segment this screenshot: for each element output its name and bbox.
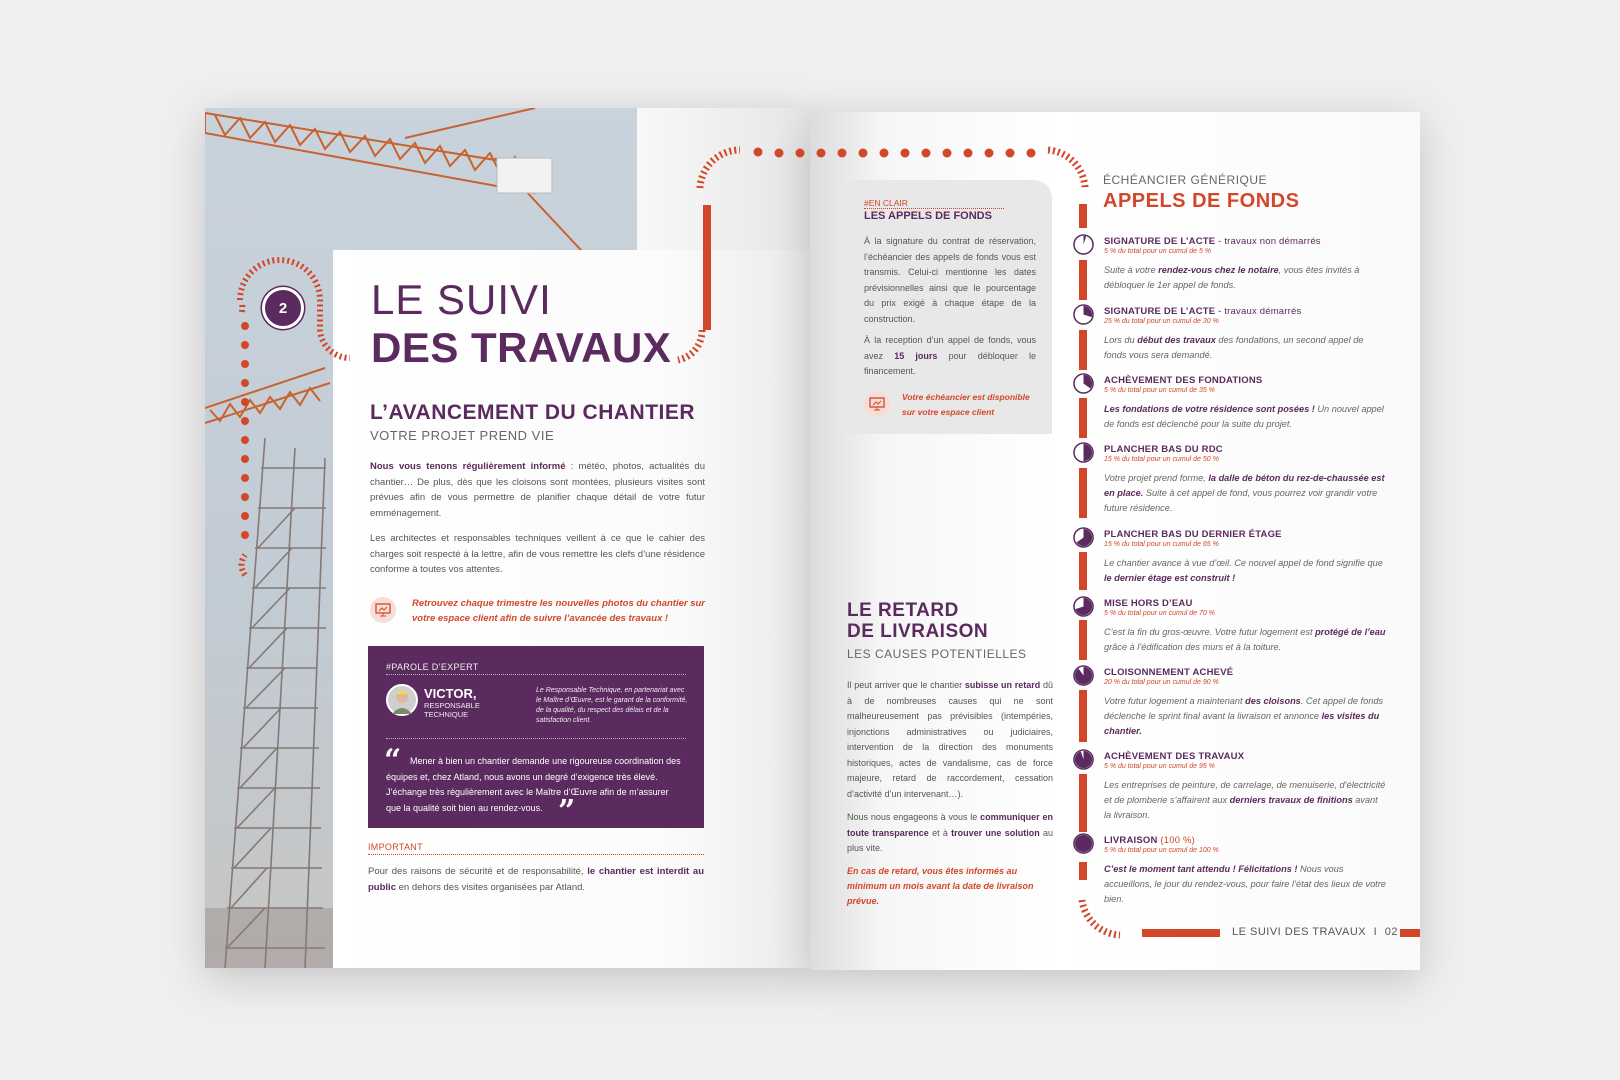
expert-quote: Mener à bien un chantier demande une rigoureuse coordination des équipes et, chez Atland, nous avons un degré d’exigence très élevé. J’échange très régulièrement avec le Maître d’Œuvre afin de m’assurer que la qualité soit bien au rendez-vous. [386, 756, 681, 813]
timeline-description: C’est la fin du gros-œuvre. Votre futur logement est protégé de l’eau grâce à l’édification des murs et à la toiture. [1104, 627, 1386, 652]
timeline-percent: 5 % du total pour un cumul de 5 % [1104, 248, 1212, 255]
timeline-label [1104, 306, 1386, 317]
timeline-description: Lors du début des travaux des fondations, un second appel de fonds vous sera demandé. [1104, 335, 1364, 360]
progress-pie-icon [1073, 665, 1094, 686]
timeline-label [1104, 236, 1386, 247]
clair-tag: #EN CLAIR [864, 198, 1004, 209]
footer-text: LE SUIVI DES TRAVAUX [1232, 926, 1367, 938]
retard-p2-bold2: trouver une solution [951, 827, 1040, 838]
photos-note: Retrouvez chaque trimestre les nouvelles photos du chantier sur votre espace client afin de suivre l’avancée des travaux ! [412, 598, 705, 624]
retard-p2-c: au plus vite. [847, 827, 1053, 853]
en-clair-box [847, 180, 1052, 434]
monitor-icon [864, 391, 890, 417]
page-number: 02 [1384, 926, 1399, 938]
timeline-description: Suite à votre rendez-vous chez le notaire, vous êtes invités à débloquer le 1er appel de fonds. [1104, 265, 1360, 290]
timeline-description: Le chantier avance à vue d’œil. Ce nouvel appel de fond signifie que le dernier étage est construit ! [1104, 558, 1383, 583]
timeline-description: Les entreprises de peinture, de carrelage, de menuiserie, d’électricité et de plomberie s’affairent aux derniers travaux de finitions avant la livraison. [1104, 780, 1386, 820]
progress-pie-icon [1073, 527, 1094, 548]
timeline-label [1104, 529, 1386, 540]
retard-p2 [847, 810, 1053, 857]
retard-p2-b: et à [928, 827, 952, 838]
timeline-label [1104, 667, 1386, 678]
expert-name: VICTOR, [424, 686, 477, 701]
retard-p2-a: Nous nous engageons à vous le [847, 812, 981, 822]
clair-p1: À la signature du contrat de réservation, l’échéancier des appels de fonds vous est transmis. Celui-ci mentionne les dates prévisionnelles ainsi que le pourcentage du prix exigé à chaque étape de la construction. [864, 236, 1036, 324]
open-quote-icon: “ [384, 743, 402, 778]
progress-pie-icon [1073, 442, 1094, 463]
timeline-percent: 15 % du total pour un cumul de 50 % [1104, 456, 1219, 463]
timeline-label-suffix: - travaux démarrés [1215, 306, 1302, 317]
progress-pie-icon [1073, 749, 1094, 770]
timeline-percent: 5 % du total pour un cumul de 35 % [1104, 387, 1215, 394]
important-label: IMPORTANT [368, 842, 704, 855]
progress-pie-icon [1073, 304, 1094, 325]
retard-title-line1: LE RETARD [847, 600, 959, 621]
timeline-description: Votre projet prend forme, la dalle de béton du rez-de-chaussée est en place. Suite à cet appel de fond, vous pourrez voir grandir votre future résidence. [1104, 473, 1385, 513]
clair-p2-bold: 15 jours [894, 350, 938, 361]
timeline-item [1104, 306, 1386, 363]
page-title-line1: LE SUIVI [371, 276, 552, 323]
progress-pie-icon [1073, 833, 1094, 854]
monitor-icon [370, 597, 396, 623]
clair-p2 [864, 333, 1036, 380]
clair-title: LES APPELS DE FONDS [864, 210, 992, 222]
timeline-label [1104, 375, 1386, 386]
timeline-item [1104, 667, 1386, 739]
timeline-item [1104, 529, 1386, 586]
expert-role-line1: RESPONSABLE [424, 701, 480, 710]
timeline-percent: 5 % du total pour un cumul de 70 % [1104, 610, 1215, 617]
progress-pie-icon [1073, 373, 1094, 394]
timeline-item [1104, 751, 1386, 823]
important-b: en dehors des visites organisées par Atland. [395, 881, 586, 893]
retard-p1 [847, 678, 1053, 802]
retard-p1-a: Il peut arriver que le chantier [847, 680, 965, 690]
important-a: Pour des raisons de sécurité et de responsabilité, [368, 866, 588, 877]
intro-rest: : météo, photos, actualités du chantier… De plus, dès que les cloisons sont montées, plusieurs visites sont prévues afin de vous permettre de planifier chaque détail de votre futur emménagement. [370, 461, 705, 519]
section-subtitle: VOTRE PROJET PREND VIE [370, 428, 555, 443]
page-title-line2: DES TRAVAUX [371, 324, 672, 371]
timeline-item [1104, 236, 1386, 293]
retard-title-line2: DE LIVRAISON [847, 621, 989, 642]
clair-p2-b: pour débloquer le financement. [864, 350, 1037, 376]
footer-separator: I [1373, 926, 1378, 938]
chapter-badge: 2 [262, 287, 304, 329]
timeline-label-main: LIVRAISON [1104, 835, 1158, 846]
progress-pie-icon [1073, 234, 1094, 255]
timeline-label-main: ACHÈVEMENT DES TRAVAUX [1104, 751, 1245, 762]
schedule-kicker: ÉCHÉANCIER GÉNÉRIQUE [1103, 173, 1268, 187]
clair-note: Votre échéancier est disponible sur votre espace client [902, 392, 1030, 417]
timeline-label-suffix: - travaux non démarrés [1215, 236, 1321, 247]
timeline-item [1104, 835, 1386, 907]
clair-p2-a: À la reception d’un appel de fonds, vous avez [864, 335, 1036, 361]
timeline-label [1104, 751, 1386, 762]
timeline-label-main: SIGNATURE DE L’ACTE [1104, 306, 1216, 317]
timeline-label-main: PLANCHER BAS DU RDC [1104, 444, 1223, 455]
schedule-title: APPELS DE FONDS [1103, 190, 1300, 212]
intro-paragraph [370, 459, 705, 521]
retard-p1-bold: subisse un retard [964, 680, 1041, 690]
intro-bold: Nous vous tenons régulièrement informé [370, 461, 566, 472]
important-bold: le chantier est interdit au public [368, 866, 704, 893]
timeline-percent: 20 % du total pour un cumul de 90 % [1104, 679, 1219, 686]
timeline-item [1104, 444, 1386, 516]
timeline-percent: 25 % du total pour un cumul de 30 % [1104, 318, 1219, 325]
retard-subtitle: LES CAUSES POTENTIELLES [847, 647, 1027, 661]
footer [1232, 926, 1398, 938]
expert-divider [386, 738, 686, 739]
timeline-label [1104, 835, 1386, 846]
retard-note: En cas de retard, vous êtes informés au minimum un mois avant la date de livraison prévue. [847, 866, 1034, 906]
expert-tag: #PAROLE D’EXPERT [386, 662, 686, 675]
retard-p2-bold1: communiquer en toute transparence [847, 812, 1054, 838]
timeline-percent: 15 % du total pour un cumul de 65 % [1104, 541, 1219, 548]
timeline-label [1104, 598, 1386, 609]
expert-box [368, 646, 704, 828]
progress-pie-icon [1073, 596, 1094, 617]
timeline-description: C’est le moment tant attendu ! Félicitations ! Nous vous accueillons, le jour du rendez-vous, pour faire l’état des lieux de votre bien. [1104, 864, 1386, 904]
section-title: L’AVANCEMENT DU CHANTIER [370, 401, 696, 424]
timeline-label-main: SIGNATURE DE L’ACTE [1104, 236, 1216, 247]
timeline-label-suffix: (100 %) [1157, 835, 1196, 846]
timeline-label-main: PLANCHER BAS DU DERNIER ÉTAGE [1104, 529, 1282, 540]
timeline-label [1104, 444, 1386, 455]
expert-role [424, 701, 480, 719]
avatar [386, 684, 418, 716]
timeline-description: Votre futur logement a maintenant des cloisons. Cet appel de fonds déclenche le sprint final avant la livraison et annonce les visites du chantier. [1104, 696, 1384, 736]
timeline-percent: 5 % du total pour un cumul de 100 % [1104, 847, 1219, 854]
timeline-label-main: ACHÈVEMENT DES FONDATIONS [1104, 375, 1263, 386]
expert-role-line2: TECHNIQUE [424, 710, 469, 719]
timeline-item [1104, 375, 1386, 432]
close-quote-icon: ” [558, 794, 576, 829]
retard-p1-b: dû à de nombreuses causes qui ne sont malheureusement pas prévisibles (intempéries, injonctions administratives ou judiciaires, intervention de la direction des monuments historiques, actes de vandalisme, cas de force majeure, retard de raccordement, cessation d’activité d’un intervenant…). [847, 680, 1054, 799]
timeline-percent: 5 % du total pour un cumul de 95 % [1104, 763, 1215, 770]
important-text [368, 864, 704, 895]
timeline-description: Les fondations de votre résidence sont posées ! Un nouvel appel de fonds est déclenché pour la suite du projet. [1104, 404, 1384, 429]
timeline-label-main: MISE HORS D’EAU [1104, 598, 1193, 609]
timeline-item [1104, 598, 1386, 655]
architects-paragraph: Les architectes et responsables techniques veillent à ce que le cahier des charges soit respecté à la lettre, afin de vous remettre les clefs d’une résidence conforme à toutes vos attentes. [370, 533, 705, 575]
expert-role-desc: Le Responsable Technique, en partenariat avec le Maître d’Œuvre, est le garant de la conformité, de la qualité, du respect des délais et de la satisfaction client. [536, 687, 688, 724]
timeline-label-main: CLOISONNEMENT ACHEVÉ [1104, 667, 1234, 678]
retard-title [847, 600, 988, 642]
